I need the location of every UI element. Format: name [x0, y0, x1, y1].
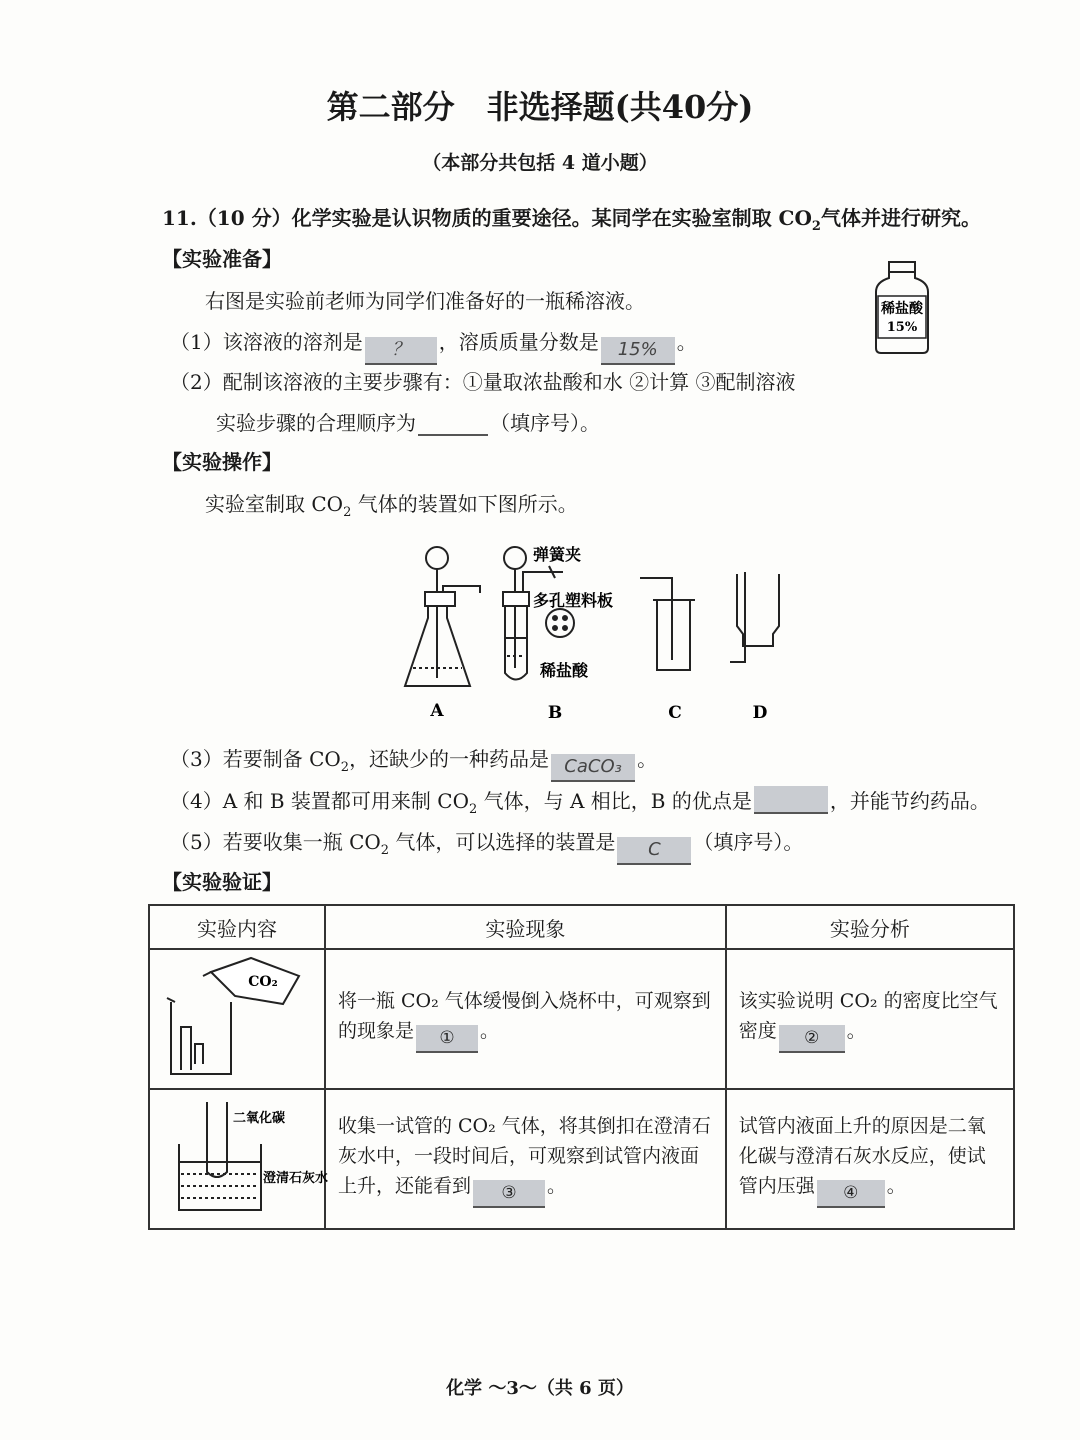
operation-intro: 实验室制取 $CO_2$ 气体的装置如下图所示。 [205, 492, 578, 520]
apparatus-figure [395, 538, 795, 728]
reagent-bottle-figure [872, 258, 932, 356]
label-b: B [547, 703, 563, 723]
question-2-line2: 实验步骤的合理顺序为 （填序号）。 [216, 407, 600, 436]
answer-blank-1[interactable]: ① [416, 1025, 478, 1053]
pour-co2-figure [151, 952, 321, 1082]
table-row [149, 949, 1014, 1089]
section-verification: 【实验验证】 [162, 870, 282, 894]
question-2-line1: （2）配制该溶液的主要步骤有：①量取浓盐酸和水 ②计算 ③配制溶液 [170, 370, 796, 394]
row2-figure-cell [149, 1089, 329, 1229]
table-header: 实验内容 [149, 905, 325, 949]
label-porous-plate: 多孔塑料板 [533, 591, 614, 610]
apparatus-a [405, 547, 480, 686]
page-title: 第二部分 非选择题(共40分) [326, 88, 754, 126]
label-a: A [430, 701, 444, 721]
answer-blank-collection[interactable]: C [617, 837, 691, 865]
limewater-label: 澄清石灰水 [263, 1170, 329, 1186]
table-header: 实验分析 [726, 905, 1014, 949]
question-1: （1）该溶液的溶剂是 ？ ，溶质质量分数是 15% 。 [170, 326, 697, 365]
label-d: D [752, 703, 768, 723]
label-spring-clip: 弹簧夹 [533, 545, 582, 564]
label-dilute-hcl: 稀盐酸 [540, 661, 589, 680]
answer-blank-order[interactable] [418, 408, 488, 436]
question-4: （4）A 和 B 装置都可用来制 $CO_2$ 气体，与 A 相比，B 的优点是 ，并能节约药品。 [170, 785, 990, 817]
answer-blank-reagent[interactable]: CaCO₃ [551, 754, 635, 782]
prep-intro: 右图是实验前老师为同学们准备好的一瓶稀溶液。 [205, 289, 645, 313]
page-footer: 化学 ～3～（共 6 页） [446, 1378, 634, 1399]
row1-figure-cell [149, 949, 325, 1089]
section-operation: 【实验操作】 [162, 450, 282, 474]
answer-blank-advantage[interactable] [754, 786, 828, 814]
co2-label: CO₂ [248, 973, 278, 990]
bottle-label: 稀盐酸 [881, 301, 923, 317]
question-stem: 11.（10 分）化学实验是认识物质的重要途径。某同学在实验室制取 $CO_2$气体并进行研究。 [162, 206, 981, 234]
test-tube-limewater-figure [151, 1092, 329, 1222]
row1-phenomenon: 将一瓶 CO₂ 气体缓慢倒入烧杯中，可观察到的现象是 ① 。 [325, 949, 726, 1089]
row1-analysis: 该实验说明 CO₂ 的密度比空气密度 ② 。 [726, 949, 1014, 1089]
label-c: C [668, 703, 682, 723]
row2-analysis: 试管内液面上升的原因是二氧化碳与澄清石灰水反应，使试管内压强 ④ 。 [726, 1089, 1014, 1229]
apparatus-c [640, 578, 695, 670]
answer-blank-solvent[interactable]: ？ [365, 337, 437, 365]
bottle-concentration: 15% [886, 320, 918, 335]
answer-blank-4[interactable]: ④ [817, 1180, 885, 1208]
verification-table [148, 904, 1015, 1230]
row2-phenomenon: 收集一试管的 CO₂ 气体，将其倒扣在澄清石灰水中，一段时间后，可观察到试管内液面上升，还能看到 ③ 。 [325, 1089, 726, 1229]
table-row [149, 1089, 1014, 1229]
apparatus-d [730, 572, 779, 662]
question-3: （3）若要制备 $CO_2$，还缺少的一种药品是 CaCO₃ 。 [170, 743, 657, 782]
question-5: （5）若要收集一瓶 $CO_2$ 气体，可以选择的装置是 C （填序号）。 [170, 826, 803, 865]
answer-blank-3[interactable]: ③ [473, 1180, 545, 1208]
answer-blank-2[interactable]: ② [779, 1025, 845, 1053]
answer-blank-mass-fraction[interactable]: 15% [601, 337, 675, 365]
co2-name-label: 二氧化碳 [233, 1110, 286, 1126]
table-header: 实验现象 [325, 905, 726, 949]
page-subtitle: （本部分共包括 4 道小题） [422, 152, 658, 174]
section-prep: 【实验准备】 [162, 247, 282, 271]
apparatus-b [503, 547, 574, 680]
